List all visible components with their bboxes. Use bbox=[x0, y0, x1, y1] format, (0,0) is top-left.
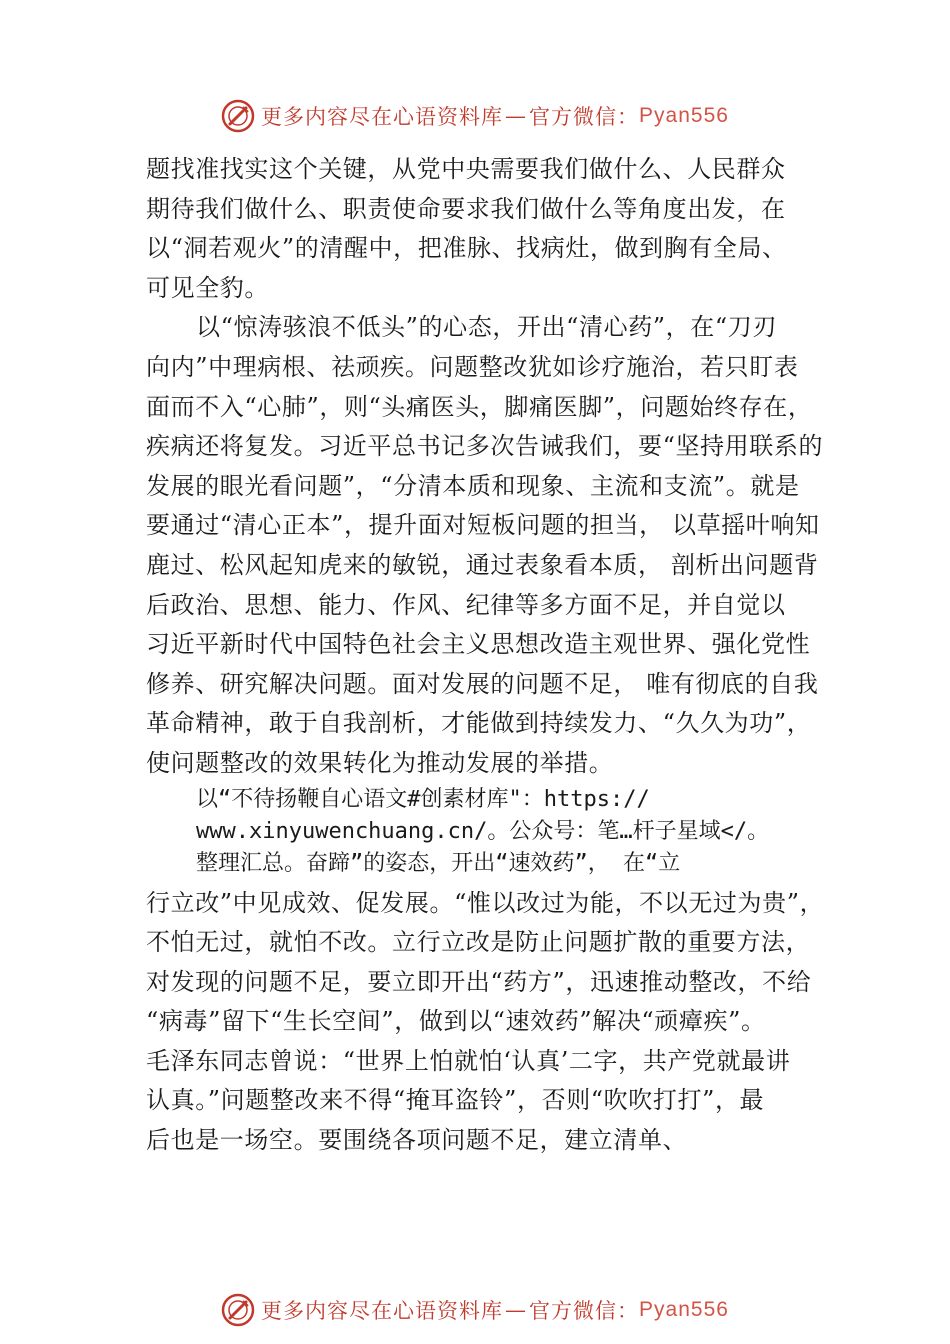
header-wechat-id: Pyan556 bbox=[639, 104, 729, 127]
text-line: 鹿过、松风起知虎来的敏锐，通过表象看本质， 剖析出问题背 bbox=[146, 550, 819, 579]
text-line: 以“洞若观火”的清醒中，把准脉、找病灶，做到胸有全局、 bbox=[146, 234, 787, 263]
text-line: 修养、研究解决问题。面对发展的问题不足， 唯有彻底的自我 bbox=[146, 669, 819, 698]
header-wechat-label: 官方微信： bbox=[529, 105, 640, 129]
text-line: 整理汇总。奋蹄”的姿态，开出“速效药”， 在“立 bbox=[196, 850, 681, 876]
text-line: www.xinyuwenchuang.cn/。公众号：笔…杆子星域</。 bbox=[196, 818, 770, 844]
text-line: 使问题整改的效果转化为推动发展的举措。 bbox=[146, 748, 614, 777]
text-line: 对发现的问题不足，要立即开出“药方”，迅速推动整改，不给 bbox=[146, 967, 812, 996]
footer-banner bbox=[0, 1290, 950, 1330]
text-line: 期待我们做什么、职责使命要求我们做什么等角度出发，在 bbox=[146, 194, 786, 223]
text-line: 发展的眼光看问题”，“分清本质和现象、主流和支流”。就是 bbox=[146, 471, 800, 500]
footer-banner-text: 更多内容尽在心语资料库 bbox=[261, 1299, 504, 1323]
text-line: 革命精神，敢于自我剖析，才能做到持续发力、“久久为功”， bbox=[146, 709, 812, 738]
red-seal-logo-icon bbox=[221, 99, 255, 133]
text-line: 认真。”问题整改来不得“掩耳盗铃”，否则“吹吹打打”，最 bbox=[146, 1086, 765, 1115]
text-line: 后政治、思想、能力、作风、纪律等多方面不足，并自觉以 bbox=[146, 590, 786, 619]
text-line: 以“不待扬鞭自心语文#创素材库"：https:// bbox=[196, 786, 650, 812]
text-line: “病毒”留下“生长空间”，做到以“速效药”解决“顽瘴疾”。 bbox=[146, 1007, 766, 1036]
text-line: 习近平新时代中国特色社会主义思想改造主观世界、强化党性 bbox=[146, 630, 811, 659]
paragraph-1 bbox=[146, 150, 826, 308]
footer-wechat-id: Pyan556 bbox=[639, 1298, 729, 1321]
text-line: 以“惊涛骇浪不低头”的心态，开出“清心药”，在“刀刃 bbox=[196, 313, 777, 342]
text-line: 不怕无过，就怕不改。立行立改是防止问题扩散的重要方法， bbox=[146, 928, 811, 957]
header-banner-text: 更多内容尽在心语资料库 bbox=[261, 105, 504, 129]
paragraph-3 bbox=[146, 884, 826, 1161]
text-line: 后也是一场空。要围绕各项问题不足，建立清单、 bbox=[146, 1126, 688, 1155]
text-line: 向内”中理病根、祛顽疾。问题整改犹如诊疗施治，若只盯表 bbox=[146, 352, 799, 381]
text-line: 可见全豹。 bbox=[146, 273, 269, 302]
footer-banner-separator: — bbox=[505, 1298, 528, 1322]
paragraph-2 bbox=[146, 308, 826, 783]
paragraph-3-source-note bbox=[146, 784, 826, 880]
red-seal-logo-icon bbox=[221, 1293, 255, 1327]
text-line: 疾病还将复发。习近平总书记多次告诫我们，要“坚持用联系的 bbox=[146, 432, 824, 461]
text-line: 行立改”中见成效、促发展。“惟以改过为能，不以无过为贵”， bbox=[146, 888, 825, 917]
footer-wechat-label: 官方微信： bbox=[529, 1299, 640, 1323]
header-banner bbox=[0, 96, 950, 136]
text-line: 要通过“清心正本”，提升面对短板问题的担当， 以草摇叶响知 bbox=[146, 511, 820, 540]
header-banner-separator: — bbox=[505, 104, 528, 128]
document-body bbox=[146, 150, 826, 1161]
text-line: 题找准找实这个关键，从党中央需要我们做什么、人民群众 bbox=[146, 155, 786, 183]
text-line: 毛泽东同志曾说：“世界上怕就怕‘认真’二字，共产党就最讲 bbox=[146, 1046, 791, 1075]
text-line: 面而不入“心肺”，则“头痛医头，脚痛医脚”，问题始终存在， bbox=[146, 392, 813, 421]
